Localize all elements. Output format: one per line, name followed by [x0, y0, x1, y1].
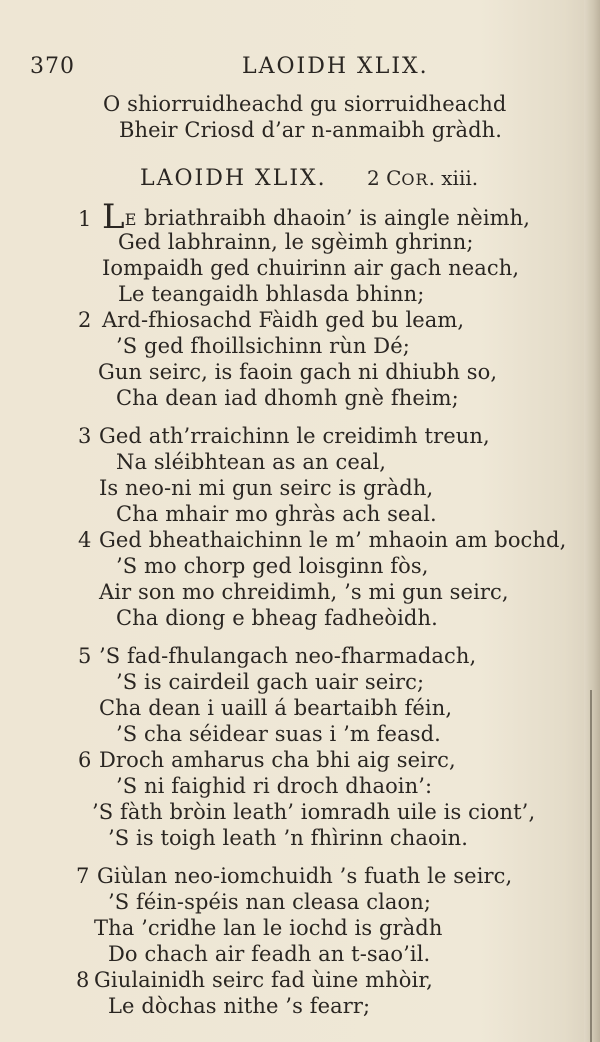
- verse-line: Le dòchas nithe ’s fearr;: [108, 994, 371, 1018]
- verse-line: Ged ath’rraichinn le creidimh treun,: [99, 424, 490, 448]
- verse-line: ’S is cairdeil gach uair seirc;: [116, 670, 425, 694]
- drop-cap: L: [102, 197, 125, 237]
- verse-line: Le teangaidh bhlasda bhinn;: [118, 282, 425, 306]
- verse-line: Cha mhair mo ghràs ach seal.: [116, 502, 437, 526]
- stanza-number: 2: [78, 308, 92, 332]
- verse-line: Do chach air feadh an t-sao’il.: [108, 942, 431, 966]
- previous-hymn-line: Bheir Criosd d’ar n-anmaibh gràdh.: [119, 118, 503, 142]
- verse-line: Gun seirc, is faoin gach ni dhiubh so,: [98, 360, 498, 384]
- verse-line: Giulainidh seirc fad ùine mhòir,: [94, 968, 433, 992]
- verse-line: ’S fad-fhulangach neo-fharmadach,: [99, 644, 477, 668]
- stanza-number: 4: [78, 528, 92, 552]
- verse-line: ’S ged fhoillsichinn rùn Dé;: [116, 334, 410, 358]
- verse-line: Na sléibhtean as an ceal,: [116, 450, 387, 474]
- stanza-number: 3: [78, 424, 92, 448]
- hymn-heading: [0, 166, 600, 194]
- previous-hymn-line: O shiorruidheachd gu siorruidheachd: [103, 92, 507, 116]
- page-number: 370: [30, 54, 75, 79]
- scripture-reference: 2 COR. xiii.: [367, 166, 479, 190]
- verse-line: Ged bheathaichinn le m’ mhaoin am bochd,: [99, 528, 567, 552]
- verse-line: ’S cha séidear suas i ’m feasd.: [116, 722, 441, 746]
- verse-line: Is neo-ni mi gun seirc is gràdh,: [99, 476, 434, 500]
- verse-line: Droch amharus cha bhi aig seirc,: [99, 748, 456, 772]
- verse-line: LE briathraibh dhaoin’ is aingle nèimh,: [102, 197, 531, 237]
- verse-line: ’S mo chorp ged loisginn fòs,: [116, 554, 429, 578]
- running-head: [30, 54, 550, 80]
- verse-line: ’S fàth bròin leath’ iomradh uile is ciont’,: [92, 800, 536, 824]
- verse-line: Iompaidh ged chuirinn air gach neach,: [102, 256, 520, 280]
- stanza-number: 7: [76, 864, 90, 888]
- hymn-title: LAOIDH XLIX.: [140, 166, 327, 191]
- verse-line: Ged labhrainn, le sgèimh ghrinn;: [118, 230, 474, 254]
- running-title: LAOIDH XLIX.: [242, 54, 429, 79]
- verse-line: ’S féin-spéis nan cleasa claon;: [108, 890, 432, 914]
- verse-line: Cha dean i uaill á beartaibh féin,: [99, 696, 453, 720]
- verse-line: Tha ’cridhe lan le iochd is gràdh: [94, 916, 443, 940]
- verse-line: Cha dean iad dhomh gnè fheim;: [116, 386, 459, 410]
- verse-line: Cha diong e bheag fadheòidh.: [116, 606, 438, 630]
- verse-line: Giùlan neo-iomchuidh ’s fuath le seirc,: [97, 864, 513, 888]
- verse-line: ’S ni faighid ri droch dhaoin’:: [116, 774, 433, 798]
- verse-line: Ard-fhiosachd Fàidh ged bu leam,: [102, 308, 465, 332]
- stanza-number: 6: [78, 748, 92, 772]
- stanza-number: 8: [76, 968, 90, 992]
- verse-line: Air son mo chreidimh, ’s mi gun seirc,: [99, 580, 509, 604]
- page-edge: [584, 0, 600, 1042]
- stanza-number: 1: [78, 207, 92, 231]
- stanza-number: 5: [78, 644, 92, 668]
- verse-line: ’S is toigh leath ’n fhìrinn chaoin.: [108, 826, 468, 850]
